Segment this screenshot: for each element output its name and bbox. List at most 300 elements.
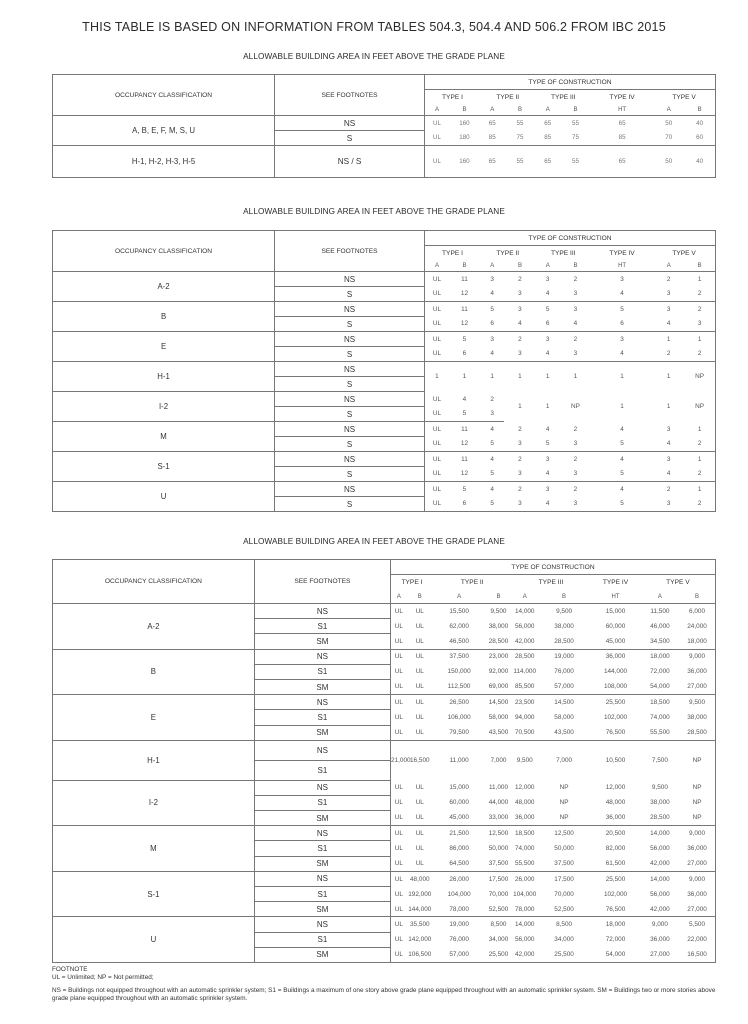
table-cell: 1 <box>462 373 467 381</box>
table-cell: 4 <box>591 287 653 302</box>
table-cell: 65 <box>618 119 626 127</box>
table-cell: 55,500 <box>512 856 538 871</box>
table-cell: 25,500 <box>538 947 590 962</box>
table-cell: NP <box>679 811 715 826</box>
table-cell: 3 <box>545 275 550 283</box>
table-cell: NP <box>559 784 569 792</box>
sub-header: A <box>535 261 559 272</box>
table-cell: 3 <box>490 275 494 283</box>
table-cell: 3 <box>560 467 591 482</box>
table-cell: 5 <box>591 437 653 452</box>
sub-header: HT <box>591 261 653 272</box>
table-cell: 5 <box>462 485 467 493</box>
table-cell: 11,000 <box>449 756 469 764</box>
table-cell: 61,500 <box>590 856 640 871</box>
table-cell: 1 <box>684 422 715 437</box>
occupancy-class: A-2 <box>53 272 275 302</box>
occupancy-class: B <box>53 649 255 695</box>
table-cell: 2 <box>573 455 578 463</box>
table-cell: 37,500 <box>485 856 511 871</box>
occupancy-header: OCCUPANCY CLASSIFICATION <box>53 560 255 604</box>
table-cell: 5 <box>480 467 504 482</box>
table-cell: UL <box>432 395 442 403</box>
sub-header: A <box>512 591 538 604</box>
table-cell: 4 <box>620 485 624 493</box>
table-cell: 27,000 <box>641 947 679 962</box>
table-cell: 2 <box>684 347 715 362</box>
table-cell: 1 <box>620 373 624 381</box>
table-cell: 1 <box>435 373 439 381</box>
footnote-code: S1 <box>254 795 390 810</box>
type-group-header: TYPE I <box>401 579 423 587</box>
table-cell: 102,000 <box>603 713 628 721</box>
table-cell: 16,500 <box>679 947 715 962</box>
table-cell: 70,500 <box>512 725 538 740</box>
table-cell: 1 <box>666 403 671 410</box>
table-cell: UL <box>394 653 403 661</box>
table-cell: 7,500 <box>651 756 668 764</box>
table-cell: 4 <box>620 425 624 433</box>
type-group-header: TYPE II <box>496 249 520 257</box>
table-cell: 4 <box>535 467 559 482</box>
table-cell: 114,000 <box>513 668 537 676</box>
table-cell: UL <box>394 698 403 706</box>
table-cell: 9,500 <box>651 784 668 792</box>
footnotes-header: SEE FOOTNOTES <box>275 75 425 116</box>
footnote-code: SM <box>254 947 390 962</box>
footnotes-header: SEE FOOTNOTES <box>254 560 390 604</box>
table-cell: 2 <box>684 302 715 317</box>
table-cell: NP <box>684 392 715 422</box>
table-cell: UL <box>394 890 403 898</box>
table-cell: 76,000 <box>554 668 574 676</box>
table-cell: 10,500 <box>605 756 626 764</box>
table-cell: 160 <box>449 146 480 178</box>
table-cell: 4 <box>653 317 684 332</box>
table-cell: 1 <box>518 403 522 410</box>
footnote-code: S1 <box>254 887 390 902</box>
footnote-code: SM <box>254 725 390 740</box>
table-cell: 4 <box>545 425 550 433</box>
table-cell: 4 <box>653 437 684 452</box>
table-cell: 3 <box>504 287 535 302</box>
table-cell: 58,000 <box>554 713 574 721</box>
table-cell: 34,000 <box>554 936 574 944</box>
table-cell: 142,000 <box>408 936 432 944</box>
type-group-header: TYPE V <box>653 90 715 105</box>
table-cell: 2 <box>666 275 671 283</box>
footnote-code: NS <box>254 604 390 619</box>
occupancy-header: OCCUPANCY CLASSIFICATION <box>53 231 275 272</box>
table-cell: UL <box>424 347 448 362</box>
type-group-header: TYPE II <box>460 579 484 587</box>
table-cell: 1 <box>545 373 550 381</box>
footnote-code: S1 <box>254 841 390 856</box>
table-cell: 54,000 <box>641 679 679 694</box>
table-cell: 56,000 <box>650 890 670 898</box>
table-cell: 5 <box>449 407 480 422</box>
table-cell: 12,500 <box>488 830 509 838</box>
table2 <box>52 230 716 512</box>
table-cell: 76,500 <box>590 725 640 740</box>
table-cell: UL <box>407 634 433 649</box>
table-cell: 75 <box>560 131 591 146</box>
table-cell: 94,000 <box>514 713 535 721</box>
table-cell: UL <box>432 485 442 493</box>
sub-header: A <box>391 591 407 604</box>
sub-header: B <box>684 261 715 272</box>
table-cell: 9,500 <box>516 756 533 764</box>
table-cell: 28,500 <box>641 811 679 826</box>
table-cell: 26,000 <box>514 875 535 883</box>
table-cell: NP <box>679 795 715 810</box>
table-cell: 48,000 <box>410 875 430 883</box>
footnote-code: NS <box>275 272 425 287</box>
occupancy-class: H-1, H-2, H-3, H-5 <box>53 146 275 178</box>
table-cell: 4 <box>535 287 559 302</box>
table-row <box>53 146 716 178</box>
table-cell: 2 <box>684 437 715 452</box>
table-cell: 6 <box>535 317 559 332</box>
footnote-code: NS <box>275 392 425 407</box>
table-cell: 1 <box>620 403 624 410</box>
occupancy-class: A, B, E, F, M, S, U <box>53 116 275 146</box>
table-cell: 55 <box>560 146 591 178</box>
footnote-code: NS <box>275 332 425 347</box>
footnote-code: SM <box>254 902 390 917</box>
footnote-code: SM <box>254 811 390 826</box>
table-cell: 85,500 <box>512 679 538 694</box>
table-cell: UL <box>391 811 407 826</box>
table-cell: 85 <box>480 131 504 146</box>
table-row <box>53 649 716 664</box>
table-cell: 38,000 <box>488 622 509 630</box>
occupancy-class: A-2 <box>53 604 255 650</box>
table-cell: 3 <box>620 275 624 283</box>
table-cell: 79,500 <box>433 725 485 740</box>
table-cell: 5 <box>480 437 504 452</box>
sub-header: B <box>449 261 480 272</box>
table-cell: 55,500 <box>641 725 679 740</box>
table-cell: 4 <box>620 455 624 463</box>
occupancy-class: E <box>53 332 275 362</box>
table-cell: 45,000 <box>433 811 485 826</box>
table-cell: UL <box>394 784 403 792</box>
table-cell: 180 <box>449 131 480 146</box>
table-cell: 74,000 <box>650 713 670 721</box>
table-cell: 11,000 <box>488 784 509 792</box>
table-cell: 45,000 <box>590 634 640 649</box>
table-cell: UL <box>415 830 424 838</box>
table-cell: 16,500 <box>410 756 430 764</box>
table-cell: 9,000 <box>679 826 715 841</box>
table-cell: UL <box>394 875 403 883</box>
table-cell: 3 <box>518 305 522 313</box>
table-cell: 50 <box>665 119 673 127</box>
table-cell: 52,500 <box>485 902 511 917</box>
table-cell: 5 <box>535 437 559 452</box>
type-group-header: TYPE V <box>653 246 715 261</box>
sub-header: A <box>480 261 504 272</box>
table-cell: 106,000 <box>447 713 471 721</box>
table-cell: 14,500 <box>554 698 574 706</box>
table-cell: UL <box>407 811 433 826</box>
sub-header: A <box>433 591 485 604</box>
footnote-code: NS <box>275 422 425 437</box>
table-cell: 1 <box>684 272 715 287</box>
table-cell: 40 <box>684 146 715 178</box>
sub-header: B <box>679 591 715 604</box>
footnote-code: S1 <box>254 619 390 634</box>
table-row <box>53 392 716 407</box>
footnote-code: S <box>275 377 425 392</box>
table-cell: 78,000 <box>512 902 538 917</box>
sub-header: A <box>641 591 679 604</box>
table-cell: 40 <box>684 116 715 131</box>
occupancy-header: OCCUPANCY CLASSIFICATION <box>53 75 275 116</box>
table-cell: 2 <box>573 485 578 493</box>
type-group-header: TYPE IV <box>609 93 635 101</box>
table-cell: 6 <box>449 497 480 512</box>
table-cell: 3 <box>560 287 591 302</box>
table-cell: 42,000 <box>512 947 538 962</box>
table-row <box>53 482 716 497</box>
table-cell: 2 <box>573 425 578 433</box>
table-cell: 48,000 <box>605 799 626 807</box>
table-cell: 5 <box>545 305 550 313</box>
table-cell: 64,500 <box>433 856 485 871</box>
occupancy-class: M <box>53 422 275 452</box>
footnote-code: S <box>275 437 425 452</box>
sub-header: B <box>485 591 511 604</box>
table-cell: 9,500 <box>556 607 573 615</box>
table-cell: UL <box>415 668 424 676</box>
table-row <box>53 332 716 347</box>
table-cell: UL <box>394 845 403 853</box>
table-cell: 28,500 <box>538 634 590 649</box>
table-cell: 4 <box>490 425 494 433</box>
table-cell: 12 <box>449 287 480 302</box>
table-cell: UL <box>415 607 424 615</box>
table-cell: 5,500 <box>679 917 715 932</box>
table-cell: 3 <box>545 455 550 463</box>
type-group-header: TYPE II <box>496 93 520 101</box>
table-cell: 34,000 <box>488 936 509 944</box>
table-row <box>53 871 716 886</box>
table-cell: 27,000 <box>679 679 715 694</box>
table-cell: 1 <box>545 403 550 410</box>
table-cell: 54,000 <box>590 947 640 962</box>
table-cell: 27,000 <box>679 856 715 871</box>
table-cell: 25,500 <box>605 875 626 883</box>
table-cell: 4 <box>560 317 591 332</box>
occupancy-class: S-1 <box>53 452 275 482</box>
footnote-code: NS <box>275 482 425 497</box>
table-cell: 12 <box>449 467 480 482</box>
table-cell: 28,500 <box>679 725 715 740</box>
table-cell: 19,000 <box>449 921 469 929</box>
table-cell: 21,500 <box>449 830 469 838</box>
table-cell: 36,000 <box>605 653 626 661</box>
sub-header: B <box>538 591 590 604</box>
table-cell: 57,000 <box>538 679 590 694</box>
sub-header: A <box>653 105 684 116</box>
type-group-header: TYPE IV <box>609 249 635 257</box>
table-cell: 2 <box>518 485 522 493</box>
table-cell: UL <box>432 335 442 343</box>
table-cell: 65 <box>544 119 552 127</box>
table-cell: 1 <box>573 373 578 381</box>
table-cell: 72,000 <box>650 668 670 676</box>
table-cell: UL <box>394 713 403 721</box>
table-row <box>53 917 716 932</box>
table-cell: 3 <box>653 497 684 512</box>
table-row <box>53 302 716 317</box>
table-cell: UL <box>391 679 407 694</box>
table-cell: 14,000 <box>514 921 535 929</box>
table-cell: 58,000 <box>488 713 509 721</box>
table-cell: 17,500 <box>488 875 509 883</box>
table-cell: 38,000 <box>554 622 574 630</box>
table-cell: 52,500 <box>538 902 590 917</box>
table-cell: UL <box>432 455 442 463</box>
footnote-code: S <box>275 317 425 332</box>
table3-caption: ALLOWABLE BUILDING AREA IN FEET ABOVE THE GRADE PLANE <box>243 537 505 546</box>
table-cell: 28,500 <box>485 634 511 649</box>
type-of-construction-header: TYPE OF CONSTRUCTION <box>391 560 716 575</box>
occupancy-class: U <box>53 482 275 512</box>
table-row <box>53 422 716 437</box>
table-cell: 11 <box>461 455 468 463</box>
table-cell: UL <box>415 622 424 630</box>
table-cell: 50,000 <box>488 845 509 853</box>
footnote-code: S1 <box>254 760 390 780</box>
table-cell: UL <box>415 698 424 706</box>
footnote-code: S <box>275 467 425 482</box>
table-cell: UL <box>407 679 433 694</box>
table-cell: 78,000 <box>433 902 485 917</box>
table-cell: 12,500 <box>554 830 574 838</box>
table-cell: 2 <box>684 287 715 302</box>
table-cell: 104,000 <box>447 890 471 898</box>
table-cell: UL <box>394 668 403 676</box>
footnote-code: S1 <box>254 664 390 679</box>
table-cell: 144,000 <box>603 668 628 676</box>
footnote <box>52 966 716 1003</box>
table3 <box>52 559 716 963</box>
table-cell: 82,000 <box>605 845 626 853</box>
table-cell: 3 <box>504 497 535 512</box>
occupancy-class: H-1 <box>53 740 255 780</box>
table-cell: 2 <box>518 425 522 433</box>
sub-header: B <box>684 105 715 116</box>
table-cell: 6 <box>480 317 504 332</box>
table-cell: 3 <box>545 335 550 343</box>
table-cell: 44,000 <box>488 799 509 807</box>
table-cell: 15,500 <box>449 607 469 615</box>
table-cell: NP <box>571 403 580 410</box>
occupancy-class: I-2 <box>53 392 275 422</box>
table-cell: 2 <box>573 335 578 343</box>
sub-header: HT <box>590 591 640 604</box>
table-cell: 3 <box>666 455 671 463</box>
table-cell: UL <box>424 467 448 482</box>
occupancy-class: B <box>53 302 275 332</box>
table-cell: 3 <box>545 485 550 493</box>
table-cell: 5 <box>480 497 504 512</box>
type-group-header: TYPE III <box>538 579 564 587</box>
footnote-line-2: NS = Buildings not equipped throughout with an automatic sprinkler system; S1 = Buildings a maximum of one story above grade plane equipped throughout with an automatic sprinkler system. SM = Buildings two or more stories above grade plane equipped throughout with an automatic sprinkler system. <box>52 987 716 1002</box>
table-cell: 70 <box>653 131 684 146</box>
table-cell: UL <box>394 830 403 838</box>
table-cell: 3 <box>560 347 591 362</box>
table-cell: 65 <box>488 119 496 127</box>
footnote-code: NS <box>254 649 390 664</box>
table-cell: 4 <box>653 467 684 482</box>
type-group-header: TYPE III <box>550 93 576 101</box>
table-cell: 36,000 <box>679 841 715 856</box>
table-cell: 3 <box>573 305 578 313</box>
table-cell: 11 <box>461 425 468 433</box>
sub-header: A <box>653 261 684 272</box>
table-cell: 14,000 <box>650 875 670 883</box>
table-cell: 5 <box>462 335 467 343</box>
table-cell: 3 <box>560 437 591 452</box>
table-cell: 4 <box>535 497 559 512</box>
header-row <box>53 75 716 90</box>
table-cell: 55 <box>504 146 535 178</box>
table-row <box>53 695 716 710</box>
table-cell: 9,500 <box>490 607 507 615</box>
table-cell: 33,000 <box>485 811 511 826</box>
table-cell: 4 <box>504 317 535 332</box>
sub-header: B <box>504 261 535 272</box>
table-cell: 43,500 <box>485 725 511 740</box>
table-cell: 36,000 <box>512 811 538 826</box>
table-cell: 1 <box>684 482 715 497</box>
table-cell: 46,000 <box>650 622 670 630</box>
table-cell: 65 <box>480 146 504 178</box>
table-cell: 3 <box>504 437 535 452</box>
table-cell: 104,000 <box>513 890 537 898</box>
table-cell: 14,000 <box>650 830 670 838</box>
table-cell: 22,000 <box>679 932 715 947</box>
table-cell: 4 <box>490 485 494 493</box>
table-cell: 9,000 <box>679 649 715 664</box>
table-cell: 36,000 <box>650 936 670 944</box>
table-row <box>53 826 716 841</box>
table-cell: 21,000 <box>391 756 411 764</box>
table-cell: 3 <box>490 335 494 343</box>
table-cell: 192,000 <box>408 890 432 898</box>
table-cell: 50,000 <box>554 845 574 853</box>
footnote-code: NS <box>275 362 425 377</box>
table-cell: UL <box>415 784 424 792</box>
footnotes-header: SEE FOOTNOTES <box>275 231 425 272</box>
table-cell: 5 <box>591 497 653 512</box>
table-cell: UL <box>415 653 424 661</box>
table-cell: 38,000 <box>679 710 715 725</box>
table-cell: 2 <box>684 497 715 512</box>
table-cell: 9,000 <box>651 921 668 929</box>
table-cell: 37,500 <box>538 856 590 871</box>
table-cell: 69,000 <box>485 679 511 694</box>
table-cell: 6 <box>449 347 480 362</box>
table-cell: 48,000 <box>514 799 535 807</box>
table-cell: 50 <box>653 146 684 178</box>
footnote-code: S <box>275 131 425 146</box>
table-cell: 8,500 <box>490 921 507 929</box>
